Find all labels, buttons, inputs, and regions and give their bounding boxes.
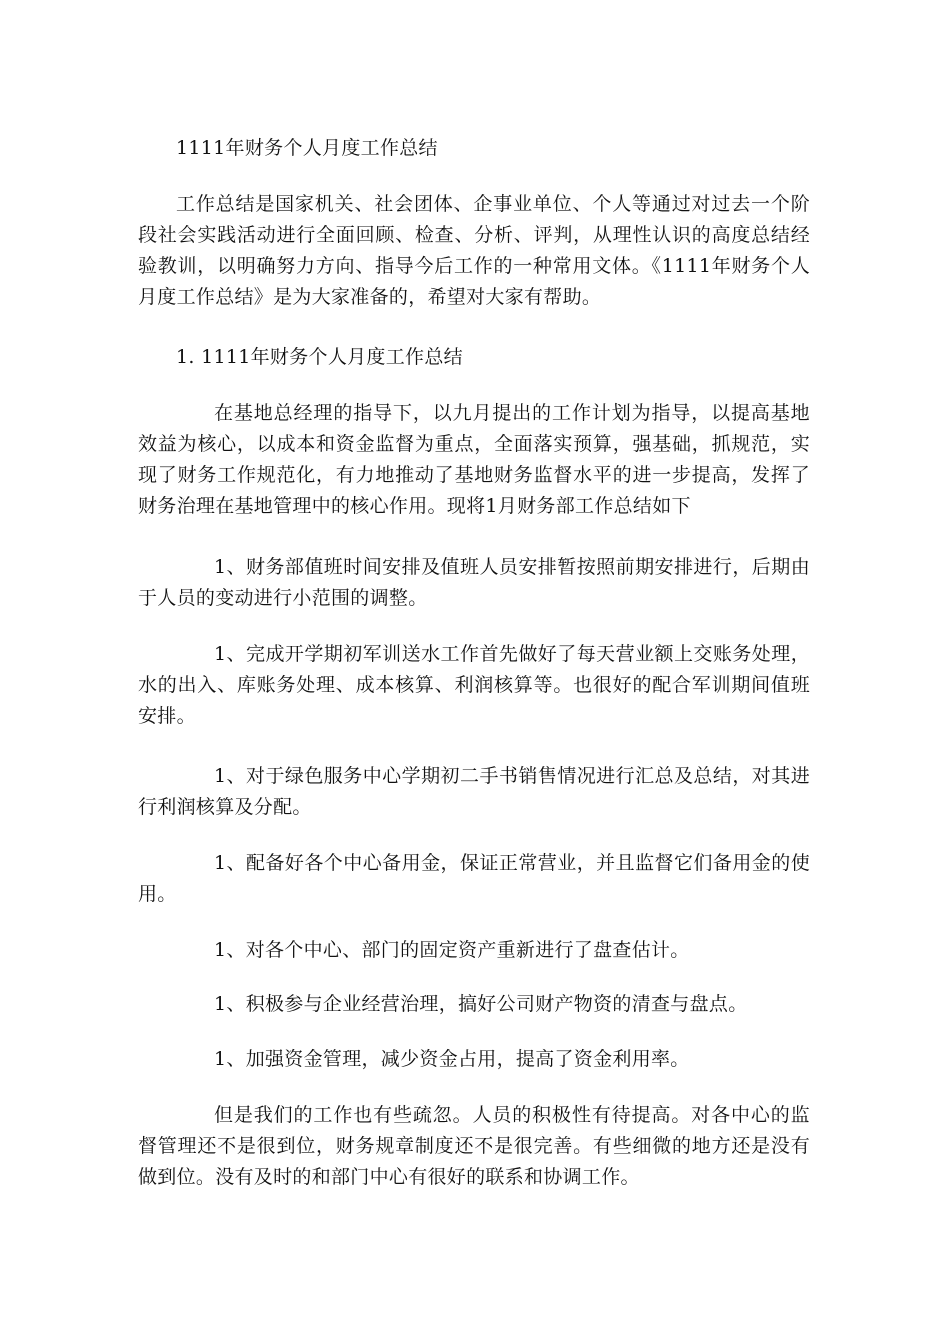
body-paragraph-item-5: 1、对各个中心、部门的固定资产重新进行了盘查估计。 xyxy=(214,939,690,961)
body-paragraph-item-4: 1、配备好各个中心备用金，保证正常营业，并且监督它们备用金的使用。 xyxy=(138,852,810,905)
body-paragraph-conclusion: 但是我们的工作也有些疏忽。人员的积极性有待提高。对各中心的监督管理还不是很到位，财务规章制度还不是很完善。有些细微的地方还是没有做到位。没有及时的和部门中心有很好的联系和协调工作。 xyxy=(138,1104,810,1188)
body-paragraph-item-1: 1、财务部值班时间安排及值班人员安排暂按照前期安排进行，后期由于人员的变动进行小范围的调整。 xyxy=(138,556,810,609)
body-paragraph-item-2: 1、完成开学期初军训送水工作首先做好了每天营业额上交账务处理，水的出入、库账务处理、成本核算、利润核算等。也很好的配合军训期间值班安排。 xyxy=(138,643,810,727)
body-paragraph-item-7: 1、加强资金管理，减少资金占用，提高了资金利用率。 xyxy=(214,1048,690,1070)
body-paragraph-overview: 在基地总经理的指导下，以九月提出的工作计划为指导，以提高基地效益为核心，以成本和资金监督为重点，全面落实预算，强基础，抓规范，实现了财务工作规范化，有力地推动了基地财务监督水平的进一步提高，发挥了财务治理在基地管理中的核心作用。现将1月财务部工作总结如下 xyxy=(138,402,810,517)
body-paragraph-item-6: 1、积极参与企业经营治理，搞好公司财产物资的清查与盘点。 xyxy=(214,993,748,1015)
intro-paragraph: 工作总结是国家机关、社会团体、企事业单位、个人等通过对过去一个阶段社会实践活动进行全面回顾、检查、分析、评判，从理性认识的高度总结经验教训，以明确努力方向、指导今后工作的一种常用文体。《1111年财务个人月度工作总结》是为大家准备的，希望对大家有帮助。 xyxy=(138,193,810,308)
body-paragraph-item-3: 1、对于绿色服务中心学期初二手书销售情况进行汇总及总结，对其进行利润核算及分配。 xyxy=(138,765,810,818)
section-heading: 1. 1111年财务个人月度工作总结 xyxy=(176,346,463,368)
document-title: 1111年财务个人月度工作总结 xyxy=(176,137,438,159)
